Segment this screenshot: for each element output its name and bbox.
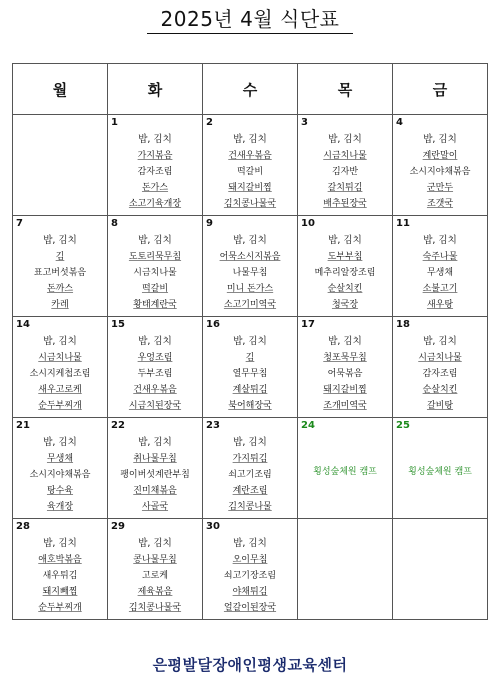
menu-line (108, 233, 202, 249)
menu-line (298, 148, 392, 164)
day-cell (13, 317, 108, 418)
menu-item: 무생채 (426, 268, 454, 278)
menu-item: 숙주나물 (422, 252, 458, 262)
menu-line (108, 536, 202, 552)
day-number: 22 (111, 420, 125, 431)
menu-line (108, 249, 202, 265)
day-cell (203, 519, 298, 620)
menu-line (108, 552, 202, 568)
menu-item: 순두부찌개 (38, 603, 82, 613)
menu-line (13, 451, 107, 467)
page-title: 2025년 4월 식단표 (147, 6, 354, 34)
menu-item-staple: 밥, 김치 (328, 134, 362, 145)
menu-item: 소시지야채볶음 (29, 470, 91, 480)
day-cell (108, 216, 203, 317)
menu-line (393, 164, 487, 180)
day-cell (13, 216, 108, 317)
menu-list (203, 132, 297, 212)
menu-line (108, 164, 202, 180)
menu-item: 가지볶음 (137, 151, 173, 161)
page-title-wrap (0, 6, 500, 34)
menu-line (13, 366, 107, 382)
menu-item: 시금치나물 (133, 268, 177, 278)
day-number: 25 (396, 420, 410, 431)
week-row (13, 519, 488, 620)
week-row (13, 317, 488, 418)
weekday-tue: 화 (108, 64, 203, 115)
day-number: 23 (206, 420, 220, 431)
menu-item: 돈까스 (46, 284, 74, 294)
menu-line (13, 398, 107, 414)
menu-line (13, 483, 107, 499)
menu-line (13, 600, 107, 616)
menu-line (13, 350, 107, 366)
menu-list (203, 233, 297, 313)
menu-item-staple: 밥, 김치 (328, 336, 362, 347)
menu-item: 떡갈비 (236, 167, 264, 177)
menu-line (108, 180, 202, 196)
menu-item: 김치콩나물국 (223, 199, 277, 209)
day-cell (298, 418, 393, 519)
menu-line (298, 265, 392, 281)
menu-item-staple: 밥, 김치 (138, 437, 172, 448)
menu-item: 소고기미역국 (223, 300, 277, 310)
menu-list (13, 233, 107, 313)
menu-item-staple: 밥, 김치 (43, 235, 77, 246)
menu-item: 표고버섯볶음 (33, 268, 87, 278)
menu-line (108, 435, 202, 451)
menu-item: 미니 돈가스 (226, 284, 274, 294)
weekday-thu: 목 (298, 64, 393, 115)
menu-item: 쇠고기장조림 (223, 571, 277, 581)
menu-line (203, 233, 297, 249)
menu-line (203, 568, 297, 584)
day-number: 10 (301, 218, 315, 229)
menu-item: 계살튀김 (232, 385, 268, 395)
menu-line (108, 382, 202, 398)
menu-list (203, 536, 297, 616)
menu-line (203, 435, 297, 451)
menu-line (108, 366, 202, 382)
menu-item: 가지튀김 (232, 454, 268, 464)
menu-list (108, 435, 202, 515)
menu-line (13, 568, 107, 584)
menu-item: 갈비탕 (426, 401, 454, 411)
menu-line (298, 398, 392, 414)
menu-item-staple: 밥, 김치 (233, 437, 267, 448)
menu-item: 팽이버섯계란부침 (120, 470, 190, 480)
menu-item-staple: 밥, 김치 (423, 336, 457, 347)
menu-line (393, 297, 487, 313)
menu-line (203, 584, 297, 600)
day-cell (203, 317, 298, 418)
menu-item: 시금치된장국 (128, 401, 182, 411)
menu-line (13, 233, 107, 249)
menu-item: 얼갈이된장국 (223, 603, 277, 613)
menu-list (13, 334, 107, 414)
menu-item: 우엉조림 (137, 353, 173, 363)
menu-line (393, 180, 487, 196)
menu-line (13, 499, 107, 515)
menu-line (393, 148, 487, 164)
event-label: 횡성숲체원 캠프 (408, 467, 472, 477)
day-number: 4 (396, 117, 403, 128)
day-number: 11 (396, 218, 410, 229)
menu-item: 소시지야채볶음 (409, 167, 471, 177)
menu-item: 소시지케첩조림 (29, 369, 91, 379)
menu-item-staple: 밥, 김치 (233, 336, 267, 347)
menu-line (13, 334, 107, 350)
menu-line (393, 334, 487, 350)
menu-item: 어묵소시지볶음 (219, 252, 281, 262)
menu-item-staple: 밥, 김치 (43, 538, 77, 549)
menu-line (393, 366, 487, 382)
menu-item: 순살치킨 (327, 284, 363, 294)
day-cell (13, 418, 108, 519)
menu-item: 김 (245, 353, 255, 363)
weekday-mon: 월 (13, 64, 108, 115)
menu-item: 황태계란국 (133, 300, 177, 310)
menu-item: 소불고기 (422, 284, 458, 294)
menu-line (203, 483, 297, 499)
menu-list (298, 132, 392, 212)
menu-line (203, 334, 297, 350)
meal-calendar (12, 63, 488, 620)
menu-line (203, 249, 297, 265)
menu-item-staple: 밥, 김치 (423, 235, 457, 246)
menu-list (108, 132, 202, 212)
menu-line (393, 382, 487, 398)
menu-item: 청국장 (331, 300, 359, 310)
day-number: 3 (301, 117, 308, 128)
day-cell (393, 317, 488, 418)
menu-line (393, 233, 487, 249)
menu-item: 고로케 (141, 571, 169, 581)
menu-item: 어묵볶음 (327, 369, 363, 379)
day-number: 29 (111, 521, 125, 532)
menu-item: 소고기육개장 (128, 199, 182, 209)
menu-list (13, 536, 107, 616)
menu-line (13, 584, 107, 600)
menu-line (108, 132, 202, 148)
menu-line (203, 552, 297, 568)
weekday-fri: 금 (393, 64, 488, 115)
day-cell (108, 115, 203, 216)
center-name: 은평발달장애인평생교육센터 (152, 656, 348, 674)
menu-line (298, 334, 392, 350)
menu-item: 제육볶음 (137, 587, 173, 597)
menu-line (13, 552, 107, 568)
menu-item-staple: 밥, 김치 (233, 134, 267, 145)
menu-line (108, 350, 202, 366)
menu-line (298, 297, 392, 313)
day-number: 28 (16, 521, 30, 532)
menu-item: 순두부찌개 (38, 401, 82, 411)
menu-line (203, 536, 297, 552)
day-cell (13, 115, 108, 216)
menu-item-staple: 밥, 김치 (43, 437, 77, 448)
menu-line (203, 499, 297, 515)
week-row (13, 418, 488, 519)
menu-line (13, 382, 107, 398)
menu-item: 군만두 (426, 183, 454, 193)
menu-item-staple: 밥, 김치 (423, 134, 457, 145)
menu-line (393, 249, 487, 265)
menu-item: 사골국 (141, 502, 169, 512)
event-label: 횡성숲체원 캠프 (313, 467, 377, 477)
menu-item: 계란조림 (232, 486, 268, 496)
menu-line (393, 398, 487, 414)
menu-item-staple: 밥, 김치 (233, 235, 267, 246)
day-number: 18 (396, 319, 410, 330)
day-number: 9 (206, 218, 213, 229)
menu-list (203, 334, 297, 414)
menu-line (298, 249, 392, 265)
day-number: 24 (301, 420, 315, 431)
menu-list (298, 334, 392, 414)
menu-item: 김치콩나물국 (128, 603, 182, 613)
menu-item: 새우고로케 (38, 385, 82, 395)
menu-item: 야채튀김 (232, 587, 268, 597)
menu-item: 건새우볶음 (228, 151, 272, 161)
day-number: 2 (206, 117, 213, 128)
menu-line (108, 265, 202, 281)
menu-line (203, 265, 297, 281)
menu-item: 떡갈비 (141, 284, 169, 294)
day-cell (393, 216, 488, 317)
menu-line (203, 451, 297, 467)
day-cell (298, 317, 393, 418)
day-number: 7 (16, 218, 23, 229)
day-number: 15 (111, 319, 125, 330)
menu-line (393, 265, 487, 281)
menu-item: 순살치킨 (422, 385, 458, 395)
menu-item: 메추리알장조림 (314, 268, 376, 278)
menu-line (203, 366, 297, 382)
day-cell (13, 519, 108, 620)
menu-line (203, 148, 297, 164)
menu-item: 배추된장국 (323, 199, 367, 209)
menu-item: 조개미역국 (323, 401, 367, 411)
day-cell (298, 519, 393, 620)
menu-line (13, 467, 107, 483)
menu-list (298, 233, 392, 313)
menu-line (108, 297, 202, 313)
menu-line (203, 132, 297, 148)
menu-list (203, 435, 297, 515)
weekday-header-row (13, 64, 488, 115)
menu-line (108, 281, 202, 297)
menu-line (108, 584, 202, 600)
menu-line (108, 398, 202, 414)
day-cell (203, 115, 298, 216)
menu-item: 감자조림 (137, 167, 173, 177)
menu-item: 새우튀김 (42, 571, 78, 581)
week-row (13, 216, 488, 317)
menu-item: 애호박볶음 (38, 555, 82, 565)
menu-item: 시금치나물 (323, 151, 367, 161)
menu-line (13, 536, 107, 552)
menu-item: 육개장 (46, 502, 74, 512)
menu-item: 콩나물무침 (133, 555, 177, 565)
menu-item-staple: 밥, 김치 (138, 336, 172, 347)
menu-line (203, 398, 297, 414)
menu-line (203, 297, 297, 313)
menu-line (393, 350, 487, 366)
menu-item: 돈가스 (141, 183, 169, 193)
menu-line (108, 334, 202, 350)
menu-item: 갈치튀김 (327, 183, 363, 193)
menu-line (108, 568, 202, 584)
menu-item: 카레 (51, 300, 69, 310)
menu-line (298, 132, 392, 148)
menu-item: 조갯국 (426, 199, 454, 209)
menu-list (393, 334, 487, 414)
menu-item: 김치콩나물 (228, 502, 272, 512)
menu-list (108, 536, 202, 616)
menu-line (108, 499, 202, 515)
menu-line (108, 483, 202, 499)
menu-line (298, 281, 392, 297)
day-cell (203, 216, 298, 317)
menu-list (13, 435, 107, 515)
menu-item: 진미채볶음 (133, 486, 177, 496)
menu-line (108, 467, 202, 483)
menu-item-staple: 밥, 김치 (328, 235, 362, 246)
menu-line (298, 350, 392, 366)
menu-line (13, 297, 107, 313)
menu-item: 쇠고기조림 (228, 470, 272, 480)
day-number: 16 (206, 319, 220, 330)
menu-line (298, 382, 392, 398)
menu-line (203, 281, 297, 297)
menu-line (108, 196, 202, 212)
menu-line (298, 196, 392, 212)
menu-line (393, 132, 487, 148)
week-row (13, 115, 488, 216)
menu-line (298, 233, 392, 249)
menu-item: 계란말이 (422, 151, 458, 161)
menu-item: 김 (55, 252, 65, 262)
menu-item: 나물무침 (232, 268, 268, 278)
menu-line (203, 467, 297, 483)
menu-item-staple: 밥, 김치 (138, 235, 172, 246)
menu-line (13, 265, 107, 281)
calendar-body (13, 115, 488, 620)
menu-line (203, 180, 297, 196)
day-cell (393, 115, 488, 216)
menu-item: 취나물무침 (133, 454, 177, 464)
menu-item: 돼지갈비찜 (323, 385, 367, 395)
menu-item: 돼지갈비찜 (228, 183, 272, 193)
menu-item-staple: 밥, 김치 (43, 336, 77, 347)
day-cell (393, 519, 488, 620)
menu-item: 청포묵무침 (323, 353, 367, 363)
menu-list (108, 233, 202, 313)
day-number: 14 (16, 319, 30, 330)
menu-line (203, 164, 297, 180)
day-cell (108, 317, 203, 418)
menu-line (13, 249, 107, 265)
day-number: 17 (301, 319, 315, 330)
day-cell (203, 418, 298, 519)
menu-item-staple: 밥, 김치 (138, 538, 172, 549)
day-cell (393, 418, 488, 519)
menu-line (108, 451, 202, 467)
menu-item: 도토리묵무침 (128, 252, 182, 262)
menu-list (393, 132, 487, 212)
menu-line (298, 164, 392, 180)
menu-item: 김자반 (331, 167, 359, 177)
weekday-wed: 수 (203, 64, 298, 115)
menu-line (203, 600, 297, 616)
menu-item: 시금치나물 (418, 353, 462, 363)
menu-item: 도부부침 (327, 252, 363, 262)
menu-line (203, 382, 297, 398)
day-cell (298, 115, 393, 216)
day-cell (298, 216, 393, 317)
menu-item: 무생채 (46, 454, 74, 464)
menu-line (13, 435, 107, 451)
menu-item-staple: 밥, 김치 (138, 134, 172, 145)
menu-item: 시금치나물 (38, 353, 82, 363)
menu-item-staple: 밥, 김치 (233, 538, 267, 549)
menu-item: 열무무침 (232, 369, 268, 379)
menu-item: 새우탕 (426, 300, 454, 310)
menu-line (298, 180, 392, 196)
menu-item: 돼지빼찜 (42, 587, 78, 597)
menu-list (393, 233, 487, 313)
day-number: 30 (206, 521, 220, 532)
menu-line (203, 196, 297, 212)
menu-line (393, 196, 487, 212)
menu-line (298, 366, 392, 382)
day-cell (108, 418, 203, 519)
menu-line (393, 281, 487, 297)
day-cell (108, 519, 203, 620)
menu-line (108, 600, 202, 616)
menu-line (108, 148, 202, 164)
menu-item: 건새우볶음 (133, 385, 177, 395)
menu-item: 감자조림 (422, 369, 458, 379)
day-number: 21 (16, 420, 30, 431)
day-number: 8 (111, 218, 118, 229)
menu-item: 북어해장국 (228, 401, 272, 411)
menu-line (13, 281, 107, 297)
menu-item: 두부조림 (137, 369, 173, 379)
menu-list (108, 334, 202, 414)
day-number: 1 (111, 117, 118, 128)
menu-item: 탕수육 (46, 486, 74, 496)
menu-line (203, 350, 297, 366)
menu-item: 오이무침 (232, 555, 268, 565)
